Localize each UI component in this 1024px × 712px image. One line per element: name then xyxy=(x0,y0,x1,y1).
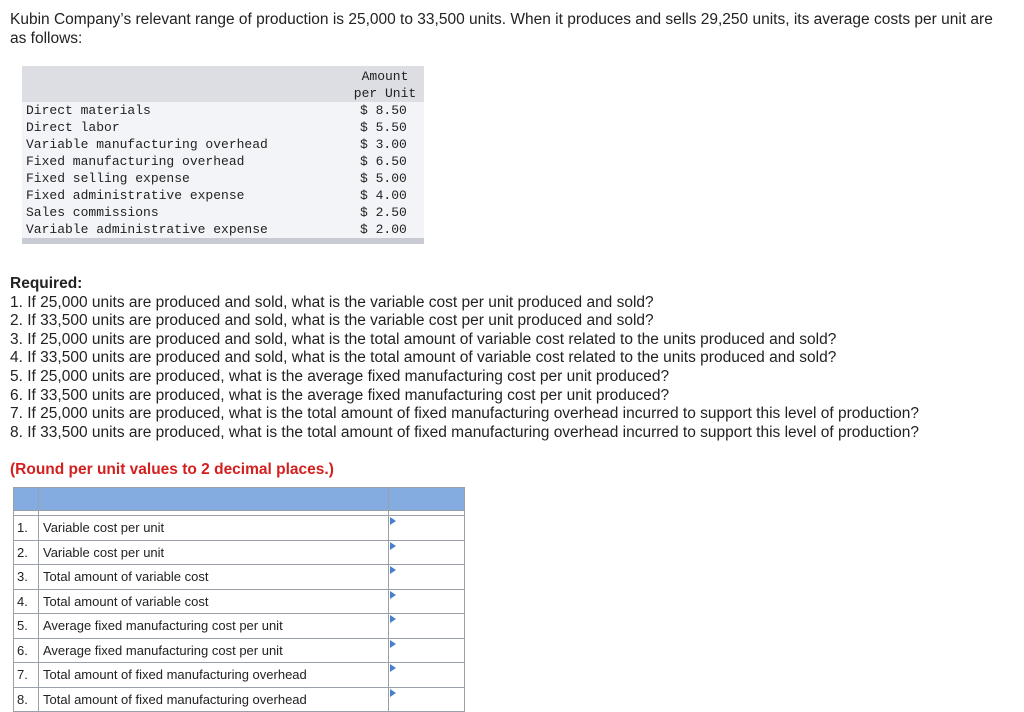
amount-per-unit-header xyxy=(346,66,424,102)
answer-row xyxy=(14,638,465,663)
answer-row-number: 1. xyxy=(14,516,39,541)
answer-row xyxy=(14,687,465,712)
cell-marker-icon xyxy=(390,615,396,623)
answer-row-label: Total amount of fixed manufacturing overhead xyxy=(39,663,389,688)
question-6: 6. If 33,500 units are produced, what is the average fixed manufacturing cost per unit produced? xyxy=(10,386,670,404)
answer-row xyxy=(14,516,465,541)
answer-input-6[interactable] xyxy=(389,638,465,663)
cost-amount: $ 5.00 xyxy=(346,170,424,187)
cost-label: Direct materials xyxy=(22,102,346,119)
cost-table-label-header xyxy=(22,66,346,102)
question-2: 2. If 33,500 units are produced and sold, what is the variable cost per unit produced and sold? xyxy=(10,312,654,330)
answer-row xyxy=(14,589,465,614)
question-4: 4. If 33,500 units are produced and sold, what is the total amount of variable cost related to the units produced and sold? xyxy=(10,349,837,367)
amount-header-line2: per Unit xyxy=(353,86,417,101)
cost-amount: $ 4.00 xyxy=(346,187,424,204)
cost-label: Variable manufacturing overhead xyxy=(22,136,346,153)
answer-table-header xyxy=(14,488,465,511)
cost-row xyxy=(22,136,424,153)
header-cell-desc xyxy=(39,488,389,511)
cost-row xyxy=(22,170,424,187)
cost-row xyxy=(22,204,424,221)
cell-marker-icon xyxy=(390,689,396,697)
cell-marker-icon xyxy=(390,566,396,574)
cost-row xyxy=(22,102,424,119)
answer-row-number: 4. xyxy=(14,589,39,614)
cost-per-unit-table xyxy=(22,66,424,244)
answer-row-label: Total amount of variable cost xyxy=(39,565,389,590)
cost-row xyxy=(22,153,424,170)
answer-row xyxy=(14,663,465,688)
required-section xyxy=(10,275,1020,442)
question-7: 7. If 25,000 units are produced, what is the total amount of fixed manufacturing overhead incurred to support this level of production? xyxy=(10,405,920,423)
question-5: 5. If 25,000 units are produced, what is the average fixed manufacturing cost per unit produced? xyxy=(10,367,670,385)
answer-row-label: Variable cost per unit xyxy=(39,540,389,565)
answer-row-label: Variable cost per unit xyxy=(39,516,389,541)
cost-amount: $ 3.00 xyxy=(346,136,424,153)
cost-amount: $ 6.50 xyxy=(346,153,424,170)
cost-row xyxy=(22,187,424,204)
answer-row-number: 7. xyxy=(14,663,39,688)
answer-row-label: Average fixed manufacturing cost per unit xyxy=(39,638,389,663)
cost-amount: $ 5.50 xyxy=(346,119,424,136)
cost-label: Sales commissions xyxy=(22,204,346,221)
question-1: 1. If 25,000 units are produced and sold, what is the variable cost per unit produced and sold? xyxy=(10,293,654,311)
answer-row-number: 2. xyxy=(14,540,39,565)
cost-row xyxy=(22,221,424,238)
header-cell-num xyxy=(14,488,39,511)
answer-input-5[interactable] xyxy=(389,614,465,639)
answer-row-label: Total amount of fixed manufacturing overhead xyxy=(39,687,389,712)
answer-row xyxy=(14,540,465,565)
answer-table xyxy=(13,487,465,712)
cost-label: Variable administrative expense xyxy=(22,221,346,238)
answer-row-label: Total amount of variable cost xyxy=(39,589,389,614)
answer-row-number: 3. xyxy=(14,565,39,590)
cost-row xyxy=(22,119,424,136)
amount-header-line1: Amount xyxy=(361,69,409,84)
answer-input-7[interactable] xyxy=(389,663,465,688)
answer-input-3[interactable] xyxy=(389,565,465,590)
cell-marker-icon xyxy=(390,542,396,550)
cell-marker-icon xyxy=(390,640,396,648)
answer-input-4[interactable] xyxy=(389,589,465,614)
cost-label: Direct labor xyxy=(22,119,346,136)
question-3: 3. If 25,000 units are produced and sold, what is the total amount of variable cost related to the units produced and sold? xyxy=(10,330,837,348)
cost-label: Fixed manufacturing overhead xyxy=(22,153,346,170)
cost-table-footer xyxy=(22,238,424,244)
answer-row-number: 6. xyxy=(14,638,39,663)
problem-intro: Kubin Company’s relevant range of production is 25,000 to 33,500 units. When it produces and sells 29,250 units, its average costs per unit are as follows: xyxy=(10,11,993,47)
cost-label: Fixed administrative expense xyxy=(22,187,346,204)
cost-amount: $ 2.50 xyxy=(346,204,424,221)
header-cell-answer xyxy=(389,488,465,511)
answer-input-8[interactable] xyxy=(389,687,465,712)
cell-marker-icon xyxy=(390,591,396,599)
answer-row-label: Average fixed manufacturing cost per unit xyxy=(39,614,389,639)
question-8: 8. If 33,500 units are produced, what is the total amount of fixed manufacturing overhead incurred to support this level of production? xyxy=(10,423,920,441)
answer-row xyxy=(14,565,465,590)
answer-row-number: 5. xyxy=(14,614,39,639)
answer-row-number: 8. xyxy=(14,687,39,712)
rounding-instruction: (Round per unit values to 2 decimal places.) xyxy=(10,461,334,478)
cost-label: Fixed selling expense xyxy=(22,170,346,187)
cell-marker-icon xyxy=(390,664,396,672)
cell-marker-icon xyxy=(390,517,396,525)
cost-amount: $ 8.50 xyxy=(346,102,424,119)
cost-amount: $ 2.00 xyxy=(346,221,424,238)
required-heading: Required: xyxy=(10,275,83,292)
answer-input-1[interactable] xyxy=(389,516,465,541)
answer-row xyxy=(14,614,465,639)
answer-input-2[interactable] xyxy=(389,540,465,565)
